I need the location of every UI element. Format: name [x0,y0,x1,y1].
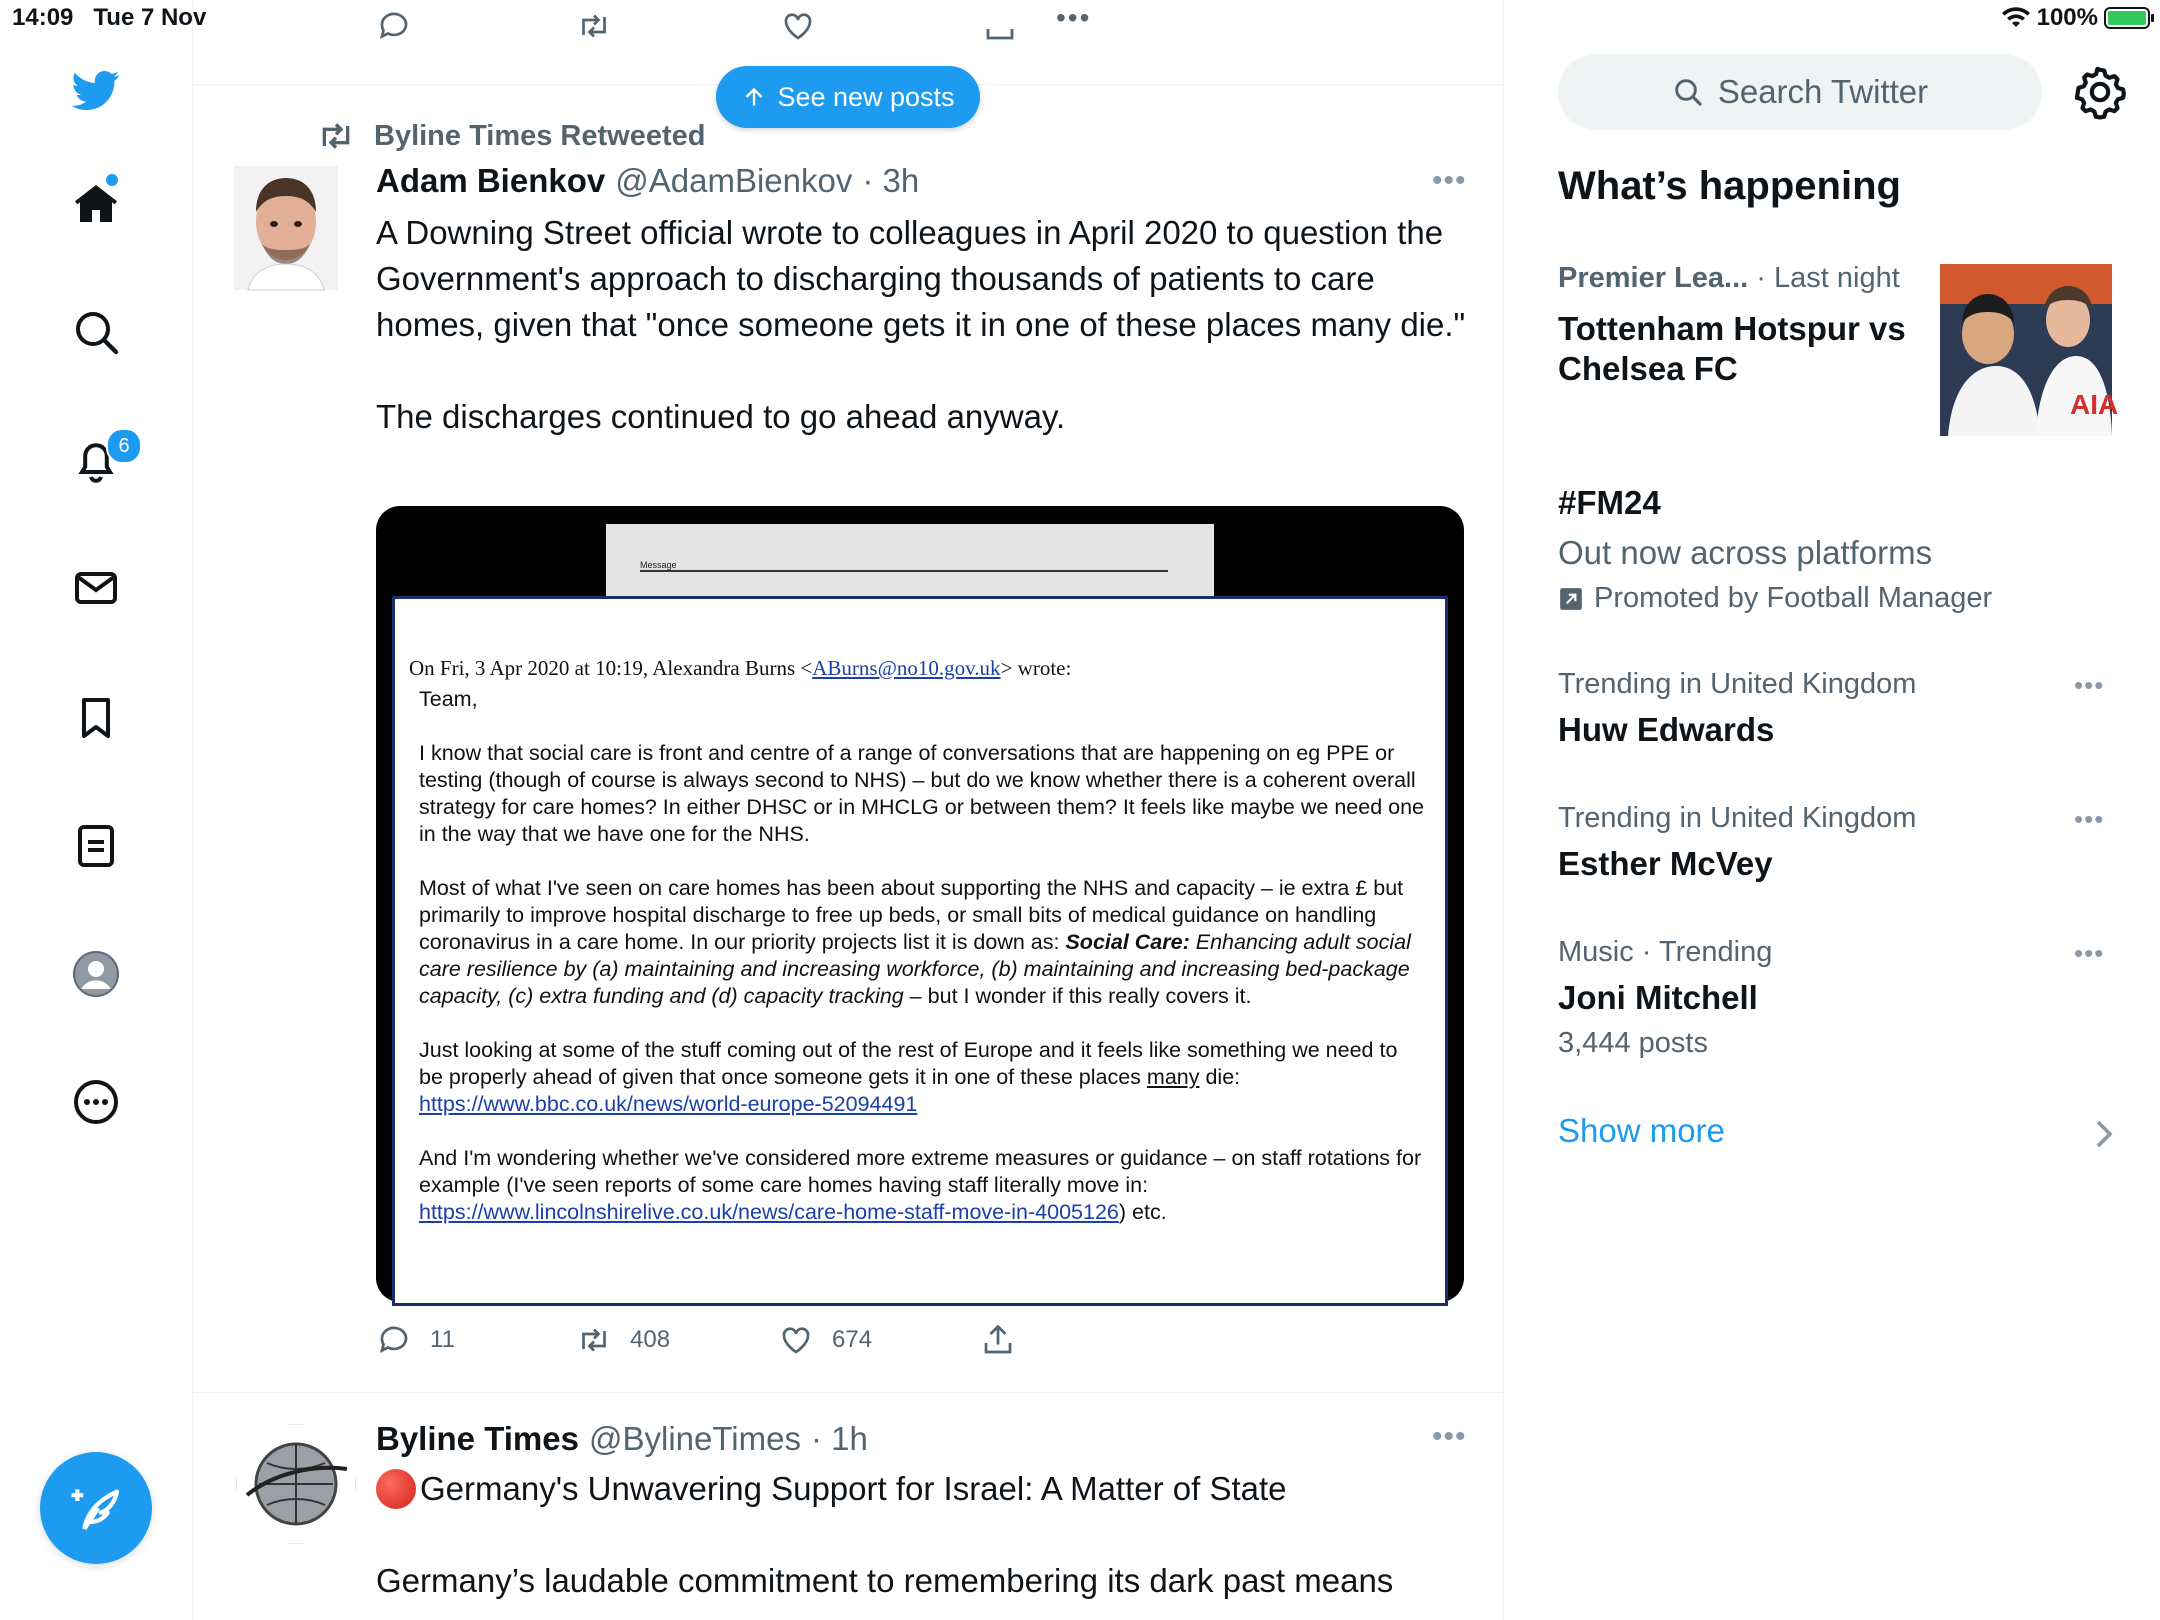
retweet-icon [576,1322,612,1358]
email-header-message: Message [640,560,677,570]
tweet-text: A Downing Street official wrote to colleagues in April 2020 to question the Government's approach to discharging thousands of patients to care homes, given that "once someone gets it in one of these places many die." The discharges continued to go ahead anyway. [376,214,1466,435]
more-options-icon[interactable] [66,1072,126,1132]
trend-title: #FM24 [1558,484,1661,521]
reply-icon [376,1322,412,1358]
home-new-dot [106,174,118,186]
email-intro: On Fri, 3 Apr 2020 at 10:19, Alexandra Burns <ABurns@no10.gov.uk> wrote: [409,656,1072,680]
trend-title: Huw Edwards [1558,711,1775,748]
tweet2-more-icon[interactable]: ••• [1432,1420,1467,1453]
author-avatar[interactable] [234,166,338,290]
status-bar-right [2001,4,2150,32]
reply-button[interactable] [376,1322,455,1358]
show-more-link[interactable]: Show more [1558,1112,1725,1149]
messages-envelope-icon[interactable] [66,558,126,618]
multitasking-dots-icon[interactable]: ••• [1056,2,1092,33]
share-icon[interactable] [982,8,1018,44]
status-bar-clock: 14:09 Tue 7 Nov [12,4,207,31]
bbc-link: https://www.bbc.co.uk/news/world-europe-52094491 [419,1092,918,1116]
email-paragraph-1: I know that social care is front and centre of a range of conversations that are happening on eg PPE or testing (though of course is always second to NHS) – but do we know whether there is a coherent overall strategy for care homes? In either DHSC or in MHCLG or between them? It feels like maybe we need one in the way that we have one for the NHS. [419,741,1424,846]
retweet-count: 408 [630,1326,671,1353]
see-new-posts-button[interactable] [716,66,980,128]
trend-category: Trending in United Kingdom [1558,668,1917,700]
reply-count: 11 [430,1326,455,1353]
trend-more-icon[interactable]: ••• [2074,670,2105,700]
notifications-badge: 6 [106,428,142,464]
trend-item-joni-mitchell[interactable] [1558,936,2118,1060]
whats-happening-heading: What’s happening [1558,164,1901,208]
search-placeholder: Search Twitter [1717,73,1929,110]
tweet2-time[interactable]: · 1h [810,1420,868,1457]
tweet-more-icon[interactable]: ••• [1432,164,1467,197]
email-address-link: ABurns@no10.gov.uk [812,656,1001,680]
retweet-context[interactable] [316,116,705,156]
profile-avatar-icon[interactable] [66,944,126,1004]
tweet2-headline: Germany's Unwavering Support for Israel: A Matter of State [420,1470,1287,1507]
trend-category: Music · Trending [1558,936,1773,968]
search-icon[interactable] [66,302,126,362]
trend-title: Esther McVey [1558,845,1773,882]
svg-text:AIA: AIA [2070,389,2119,420]
search-box[interactable] [1558,54,2042,130]
retweet-icon[interactable] [576,8,612,44]
like-button[interactable] [778,1322,872,1358]
tweet-actions [376,1322,1076,1362]
email-document [392,596,1448,1306]
like-icon[interactable] [780,8,816,44]
tweet-time[interactable]: · 3h [862,162,920,199]
previous-tweet-actions [376,20,1076,50]
see-new-posts-label: See new posts [777,81,955,112]
tweet2-header [376,1420,868,1458]
share-icon [980,1322,1016,1358]
tweet2-author-name[interactable]: Byline Times [376,1420,579,1457]
trend-category: Trending in United Kingdom [1558,802,1917,834]
byline-times-avatar[interactable] [236,1424,356,1544]
trend-more-icon[interactable]: ••• [2074,804,2105,834]
email-greeting: Team, [419,687,478,711]
tweet-header [376,162,919,200]
search-icon [1672,76,1704,108]
battery-icon [2104,7,2150,29]
tweet2-line2: Germany’s laudable commitment to remembering its dark past means [376,1562,1394,1599]
bookmark-icon[interactable] [66,688,126,748]
promoted-icon [1558,586,1584,612]
wifi-icon [2001,6,2031,30]
email-paragraph-3: Just looking at some of the stuff coming out of the rest of Europe and it feels like something we need to be properly ahead of given that once someone gets it in one of these places many die: https://www.bbc.co.uk/news/world-europe-52094491 [419,1038,1398,1116]
arrow-up-icon [741,84,767,110]
trend-item-esther-mcvey[interactable] [1558,802,2118,883]
trend-more-icon[interactable]: ••• [2074,938,2105,968]
tweet2-author-handle[interactable]: @BylineTimes [588,1420,801,1457]
settings-gear-icon[interactable] [2072,64,2128,120]
red-circle-icon [376,1469,416,1509]
reply-icon[interactable] [376,8,412,44]
retweet-button[interactable] [576,1322,670,1358]
share-button[interactable] [980,1322,1016,1358]
author-handle[interactable]: @AdamBienkov [615,162,853,199]
trend-time: · Last night [1756,262,1900,294]
trend-item-fm24[interactable] [1558,484,2118,615]
chevron-right-icon [2092,1116,2116,1157]
compose-feather-icon [68,1480,124,1536]
author-name[interactable]: Adam Bienkov [376,162,606,199]
lincolnshire-link: https://www.lincolnshirelive.co.uk/news/care-home-staff-move-in-4005126 [419,1200,1119,1224]
trend-title: Tottenham Hotspur vs Chelsea FC [1558,310,1906,387]
tweet2-line1 [376,1466,1466,1512]
trend-post-count: 3,444 posts [1558,1027,1708,1059]
tweet-divider [193,1392,1503,1393]
battery-percent: 100% [2036,4,2098,31]
trend-item-huw-edwards[interactable] [1558,668,2118,749]
trend-title: Joni Mitchell [1558,979,1758,1016]
email-paragraph-4: And I'm wondering whether we've considered more extreme measures or guidance – on staff rotations for example (I've seen reports of some care homes having staff literally move in: https://www.lincolnshirelive.co.uk/news/care-home-staff-move-in-4005126) etc. [419,1146,1422,1224]
trend-subtitle: Out now across platforms [1558,534,1933,571]
tweet-image[interactable] [376,506,1464,1302]
like-count: 674 [832,1326,873,1353]
twitter-logo-icon[interactable] [66,60,126,120]
email-paragraph-2: Most of what I've seen on care homes has been about supporting the NHS and capacity – ie extra £ but primarily to improve hospital discharge to free up beds, or small bits of medical guidance on handling coronavirus in a care home. In our priority projects list it is down as: Social Care: Enhancing adult social care resilience by (a) maintaining and increasing workforce, (b) maintaining and increasing bed-package capacity, (c) extra funding and (d) capacity tracking – but I wonder if this really covers it. [419,876,1411,1008]
trend-category: Premier Lea... [1558,262,1749,294]
compose-tweet-button[interactable] [40,1452,152,1564]
promoted-by: Promoted by Football Manager [1594,582,1993,614]
promoted-line [1558,582,2118,615]
trend-item-tottenham[interactable] [1558,262,1918,389]
lists-icon[interactable] [66,816,126,876]
like-heart-icon [778,1322,814,1358]
retweet-context-label: Byline Times Retweeted [374,119,706,152]
retweet-context-icon [316,116,356,156]
left-nav [0,0,193,1620]
trend-thumbnail-image[interactable] [1940,264,2119,436]
